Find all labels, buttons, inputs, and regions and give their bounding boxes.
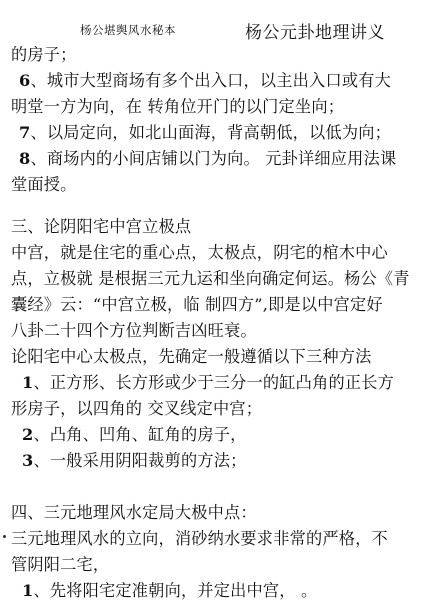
spacer xyxy=(11,198,441,214)
item-text: 、一般采用阴阳裁剪的方法； xyxy=(33,451,247,470)
item-number: 7 xyxy=(19,123,31,142)
item-number: 2 xyxy=(22,425,34,444)
item-text: 、正方形、长方形或少于三分一的缸凸角的正长方 xyxy=(33,373,394,392)
header-book-title: 杨公堪舆风水秘本 xyxy=(80,23,176,37)
ink-speck xyxy=(3,535,6,538)
section-heading-4: 四、三元地理风水定局大极中点： xyxy=(11,503,257,522)
header-lecture-title: 杨公元卦地理讲义 xyxy=(245,23,385,43)
list-item-6 xyxy=(11,68,441,94)
item-text: 、凸角、凹角、缸角的房子， xyxy=(33,425,247,444)
text-line: 点，立极就 是根据三元九运和坐向确定何运。杨公《青 xyxy=(11,269,410,288)
item-text: 、先将阳宅定准朝向，并定出中宫， 。 xyxy=(33,581,318,600)
list-item-3 xyxy=(11,448,441,474)
section-heading-3: 三、论阴阳宅中宫立极点 xyxy=(11,217,192,236)
item-number: 8 xyxy=(19,149,31,168)
item-number: 3 xyxy=(22,451,34,470)
text-line: 囊经》云：“中宫立极，临 制四方”,即是以中宫定好 xyxy=(11,295,383,314)
text-line: 管阴阳二宅， xyxy=(11,555,110,574)
text-line: 中宫，就是住宅的重心点，太极点，阴宅的棺木中心 xyxy=(11,243,388,262)
list-item-1 xyxy=(11,370,441,396)
text-line: 明堂一方为向，在 转角位开门的以门定坐向； xyxy=(11,97,345,116)
list-item-1b xyxy=(11,578,441,604)
item-text: 、以局定向，如北山面海，背高朝低，以低为向； xyxy=(30,123,391,142)
item-text: 、商场内的小间店铺以门为向。 元卦详细应用法课 xyxy=(30,149,397,168)
list-item-2 xyxy=(11,422,441,448)
list-item-8 xyxy=(11,146,441,172)
spacer xyxy=(11,474,441,500)
item-number: 6 xyxy=(19,71,31,90)
item-number: 1 xyxy=(22,581,34,600)
text-line: 形房子，以四角的 交叉线定中宫； xyxy=(11,399,263,418)
text-line: 论阳宅中心太极点，先确定一般遵循以下三种方法 xyxy=(11,347,372,366)
document-body xyxy=(11,42,441,604)
list-item-7 xyxy=(11,120,441,146)
text-line: 的房子； xyxy=(11,45,77,64)
text-line: 八卦二十四个方位判断吉凶旺衰。 xyxy=(11,321,257,340)
page-header xyxy=(0,18,447,44)
text-line: 堂面授。 xyxy=(11,175,77,194)
item-text: 、城市大型商场有多个出入口，以主出入口或有大 xyxy=(30,71,391,90)
item-number: 1 xyxy=(22,373,34,392)
text-line: 三元地理风水的立向，消砂纳水要求非常的严格，不 xyxy=(11,529,388,548)
